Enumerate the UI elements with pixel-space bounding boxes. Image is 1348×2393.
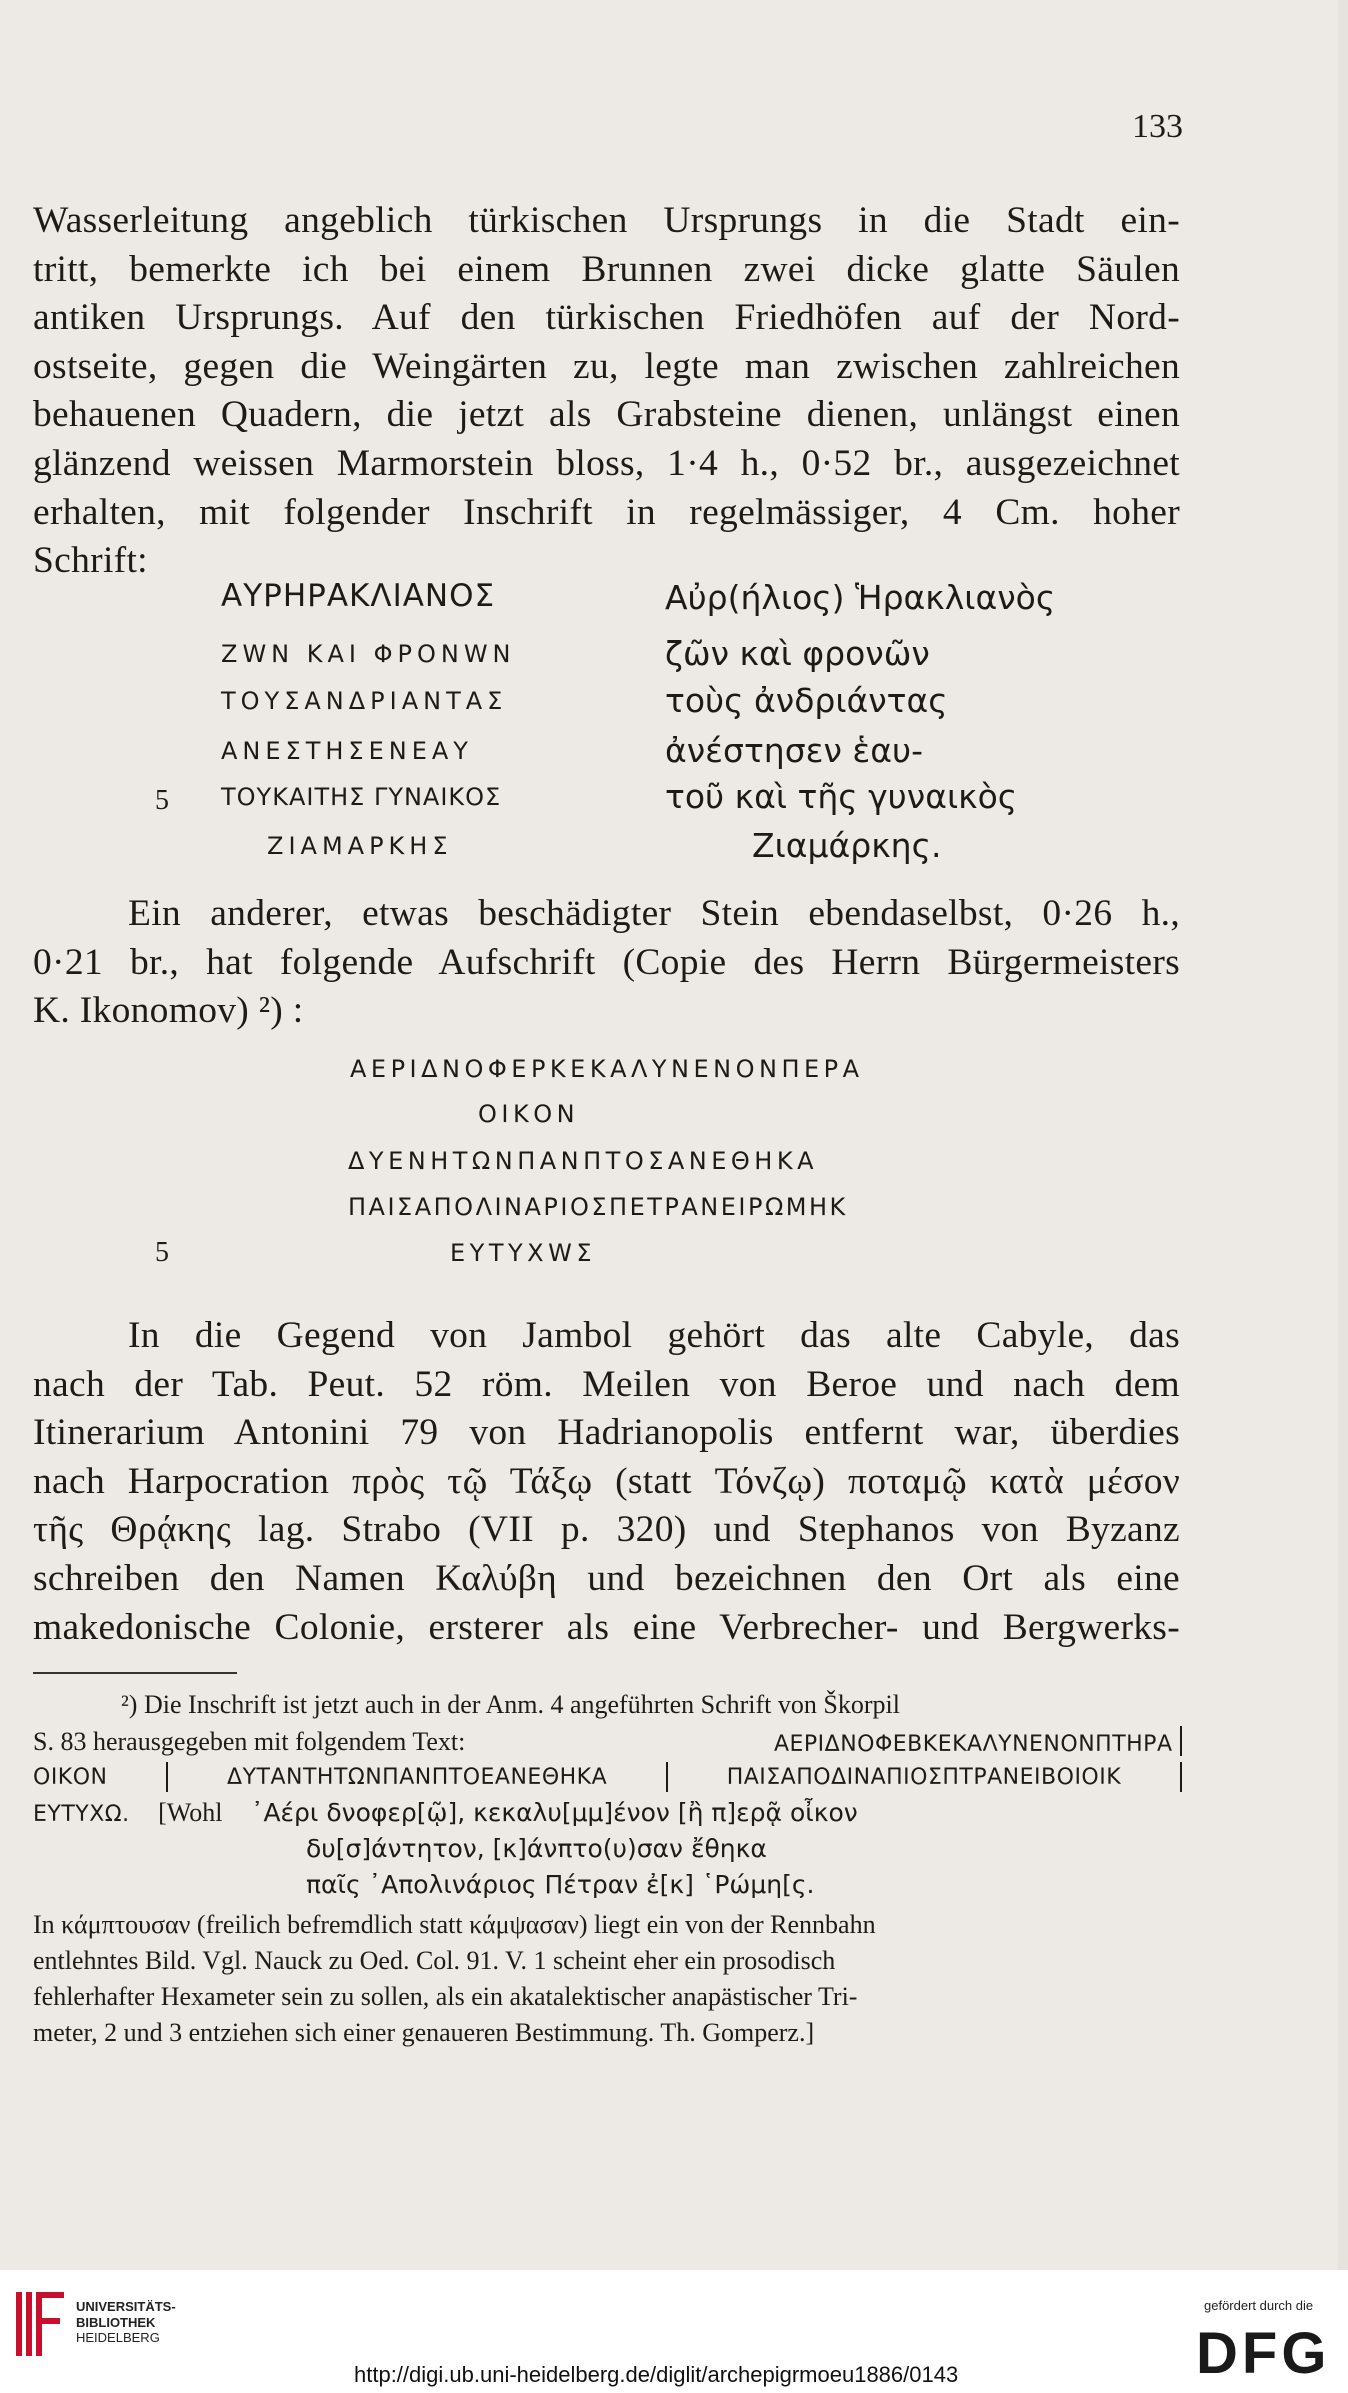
- text-line: makedonische Colonie, ersterer als eine Verbrecher- und Bergwerks-: [33, 1606, 1180, 1648]
- text-line: nach der Tab. Peut. 52 röm. Meilen von Beroe und nach dem: [33, 1363, 1180, 1405]
- funding-label: gefördert durch die: [1204, 2298, 1314, 2313]
- footnote-line: [33, 1982, 1183, 2012]
- inscription-transcription: ἀνέστησεν ἑαυ-: [665, 731, 923, 770]
- inscription-row: [0, 826, 1200, 872]
- inscription-line: ΔΥΕΝΗΤΩΝΠΑΝΠΤΟΣΑΝΕΘΗΚΑ: [348, 1147, 819, 1175]
- university-logo-icon: [14, 2288, 66, 2360]
- dfg-logo: DFG: [1196, 2321, 1331, 2386]
- footnote-greek: ᾽Αέρι δνοφερ[ῷ], κεκαλυ[μμ]ένον [ἢ π]ερᾷ οἶκον: [250, 1798, 858, 1827]
- inscription-caps: ΑΝΕΣΤΗΣΕΝΕΑΥ: [221, 737, 473, 765]
- inscription-caps: ΑΥΡΗΡΑΚΛΙΑΝΟΣ: [221, 578, 496, 614]
- inscription-row: [0, 578, 1200, 624]
- footnote-text: ²) Die Inschrift ist jetzt auch in der Anm. 4 angeführten Schrift von Škorpil: [121, 1690, 900, 1719]
- library-name-line: UNIVERSITÄTS-: [76, 2299, 176, 2314]
- footnote-greek: ΕΥΤΥΧΩ.: [33, 1802, 130, 1827]
- footnote-text: In κάμπτουσαν (freilich befremdlich statt κάμψασαν) liegt ein von der Rennbahn: [33, 1910, 876, 1939]
- paragraph-3: [33, 1312, 1180, 1652]
- inscription-caps: ΖWΝ ΚΑΙ ΦΡΟΝWΝ: [221, 640, 516, 668]
- footnote-greek: ΑΕΡΙΔΝΟΦΕΒΚΕΚΑΛΥΝΕΝΟΝΠΤΗΡΑ: [773, 1732, 1173, 1757]
- footnote-line: [33, 1910, 1183, 1940]
- footnote-text: [Wohl: [158, 1798, 223, 1827]
- footnote-line: [33, 1946, 1183, 1976]
- inscription-line: ΕΥΤΥΧWΣ: [450, 1239, 596, 1267]
- inscription-row: [0, 777, 1200, 823]
- inscription-row: [0, 634, 1200, 680]
- separator-bar: [166, 1762, 168, 1792]
- footnote-greek: ΟΙΚΟΝ: [33, 1764, 108, 1790]
- footnote-line: [33, 1690, 1183, 1720]
- line-number: 5: [155, 785, 169, 816]
- footnote-text: entlehntes Bild. Vgl. Nauck zu Oed. Col. 91. V. 1 scheint eher ein prosodisch: [33, 1946, 836, 1975]
- inscription-transcription: Ζιαμάρκης.: [752, 826, 942, 865]
- text-line: nach Harpocration πρὸς τῷ Τάξῳ (statt Τόνζῳ) ποταμῷ κατὰ μέσον: [33, 1460, 1180, 1502]
- inscription-line: ΑΕΡΙΔΝΟΦΕΡΚΕΚΑΛΥΝΕΝΟΝΠΕΡΑ: [350, 1055, 864, 1083]
- text-line: 0·21 br., hat folgende Aufschrift (Copie des Herrn Bürgermeisters: [33, 941, 1180, 983]
- text-line: schreiben den Namen Καλύβη und bezeichnen den Ort als eine: [33, 1557, 1180, 1599]
- text-line: Itinerarium Antonini 79 von Hadrianopolis entfernt war, überdies: [33, 1412, 1180, 1454]
- text-line: ostseite, gegen die Weingärten zu, legte man zwischen zahlreichen: [33, 345, 1180, 387]
- text-line: In die Gegend von Jambol gehört das alte Cabyle, das: [128, 1315, 1180, 1356]
- intro-paragraph: [33, 197, 1180, 586]
- footnote-greek: δυ[σ]άντητον, [κ]άνπτο(υ)σαν ἔθηκα: [306, 1834, 767, 1863]
- footnote-text: meter, 2 und 3 entziehen sich einer genaueren Bestimmung. Th. Gomperz.]: [33, 2018, 815, 2047]
- library-name: [76, 2299, 176, 2346]
- text-line: τῆς Θρᾴκης lag. Strabo (VII p. 320) und Stephanos von Byzanz: [33, 1509, 1180, 1551]
- inscription-transcription: τοὺς ἀνδριάντας: [665, 681, 948, 720]
- footnote-divider: [33, 1672, 237, 1674]
- text-line: tritt, bemerkte ich bei einem Brunnen zwei dicke glatte Säulen: [33, 248, 1180, 290]
- inscription-caps: ΖΙΑΜΑΡΚΗΣ: [267, 832, 453, 860]
- text-line: Ein anderer, etwas beschädigter Stein ebendaselbst, 0·26 h.,: [128, 893, 1180, 934]
- separator-bar: [1180, 1762, 1182, 1792]
- footnote-text: fehlerhafter Hexameter sein zu sollen, als ein akatalektischer anapästischer Tri-: [33, 1982, 858, 2011]
- line-number: 5: [155, 1237, 169, 1268]
- footnote-text: S. 83 herausgegeben mit folgendem Text:: [33, 1727, 466, 1756]
- separator-bar: [1180, 1726, 1182, 1756]
- footnote-line: [33, 1762, 1183, 1792]
- text-line: antiken Ursprungs. Auf den türkischen Friedhöfen auf der Nord-: [33, 297, 1180, 339]
- footnote-line: [33, 2018, 1183, 2048]
- text-line: glänzend weissen Marmorstein bloss, 1·4 h., 0·52 br., ausgezeichnet: [33, 442, 1180, 484]
- inscription-line: ΟΙΚΟΝ: [478, 1100, 580, 1128]
- inscription-caps: ΤΟΥΣΑΝΔΡΙΑΝΤΑΣ: [221, 687, 508, 715]
- footnote-greek: παῖς ᾽Απολινάριος Πέτραν ἐ[κ] ῾Ρώμη[ς.: [306, 1870, 815, 1899]
- page-number: 133: [1132, 108, 1183, 145]
- library-name-line: BIBLIOTHEK: [76, 2314, 156, 2330]
- footnote-line: [33, 1726, 1183, 1758]
- inscription-line: ΠΑΙΣΑΠΟΛΙΝΑΡΙΟΣΠΕΤΡΑΝΕΙΡΩΜΗΚ: [348, 1193, 848, 1221]
- inscription-caps: ΤΟΥΚΑΙΤΗΣ ΓΥΝΑΙΚΟΣ: [221, 783, 502, 811]
- text-line: K. Ikonomov) ²) :: [33, 990, 304, 1032]
- inscription-row: [0, 731, 1200, 777]
- paragraph-2: [33, 890, 1180, 1036]
- inscription-row: [0, 681, 1200, 727]
- inscription-transcription: τοῦ καὶ τῆς γυναικὸς: [665, 777, 1018, 816]
- text-line: erhalten, mit folgender Inschrift in regelmässiger, 4 Cm. hoher: [33, 491, 1180, 533]
- permalink-url[interactable]: http://digi.ub.uni-heidelberg.de/diglit/archepigrmoeu1886/0143: [354, 2362, 959, 2387]
- footnote-greek: ΠΑΙΣΑΠΟΔΙΝΑΠΙΟΣΠΤΡΑΝΕΙΒΟΙΟΙΚ: [726, 1764, 1122, 1790]
- text-line: Schrift:: [33, 540, 148, 582]
- library-name-line: HEIDELBERG: [76, 2330, 160, 2345]
- footnote-greek: ΔΥΤΑΝΤΗΤΩΝΠΑΝΠΤΟΕΑΝΕΘΗΚΑ: [227, 1764, 608, 1790]
- inscription-transcription: ζῶν καὶ φρονῶν: [665, 634, 930, 673]
- footnote-line: [33, 1798, 1183, 1828]
- text-line: Wasserleitung angeblich türkischen Ursprungs in die Stadt ein-: [33, 200, 1180, 241]
- separator-bar: [666, 1762, 668, 1792]
- inscription-transcription: Αὐρ(ήλιος) Ἡρακλιανὸς: [665, 578, 1056, 617]
- text-line: behauenen Quadern, die jetzt als Grabsteine dienen, unlängst einen: [33, 394, 1180, 436]
